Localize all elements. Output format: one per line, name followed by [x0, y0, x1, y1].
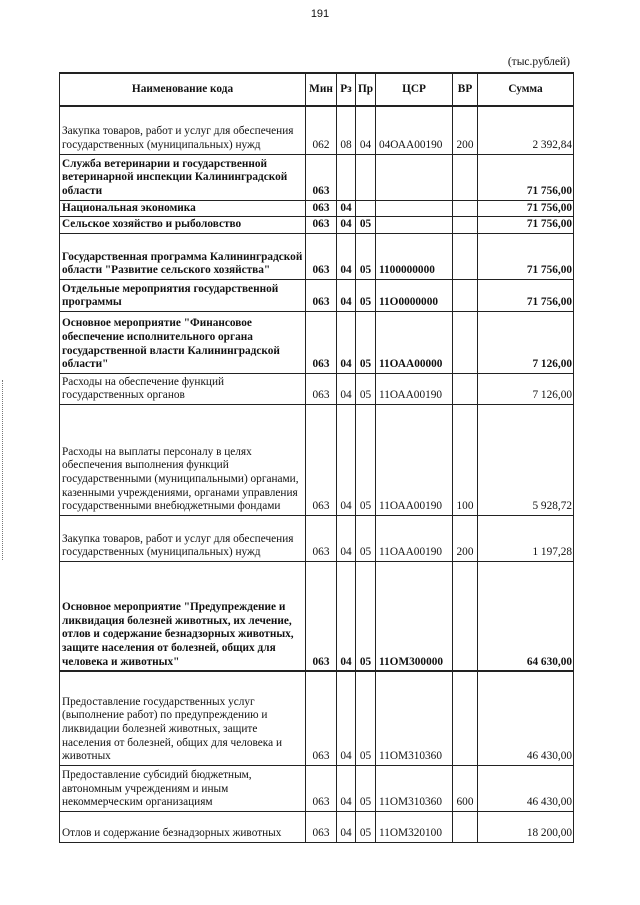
row-vr: [453, 154, 478, 200]
row-vr: 600: [453, 765, 478, 811]
row-sum: 2 392,84: [478, 106, 574, 154]
row-csr: 11ОМ310360: [376, 765, 453, 811]
row-name: Государственная программа Калининградской области "Развитие сельского хозяйства": [60, 233, 306, 279]
table-row: [60, 279, 574, 311]
row-sum: 46 430,00: [478, 671, 574, 765]
row-name: Предоставление субсидий бюджетным, автономным учреждениям и иным некоммерческим организациям: [60, 765, 306, 811]
row-min: 063: [306, 279, 337, 311]
row-csr: [376, 154, 453, 200]
row-csr: 11ОМ300000: [376, 561, 453, 671]
row-rz: 04: [337, 561, 356, 671]
row-name: Основное мероприятие "Предупреждение и ликвидация болезней животных, их лечение, отлов и содержание безнадзорных животных, защите населения от болезней, общих для человека и животных": [60, 561, 306, 671]
row-sum: 71 756,00: [478, 200, 574, 217]
row-csr: 11ОАА00190: [376, 373, 453, 404]
row-vr: [453, 279, 478, 311]
row-name: Отлов и содержание безнадзорных животных: [60, 811, 306, 842]
row-name: Сельское хозяйство и рыболовство: [60, 217, 306, 234]
row-min: 063: [306, 561, 337, 671]
table-row: [60, 671, 574, 765]
row-csr: 04ОАА00190: [376, 106, 453, 154]
table-row: [60, 311, 574, 373]
row-pr: 05: [356, 373, 376, 404]
row-csr: [376, 217, 453, 234]
table-row: [60, 561, 574, 671]
row-name: Расходы на выплаты персоналу в целях обеспечения выполнения функций государственными (муниципальными) органами, казенными учреждениями, органами управления государственными внебюджетными фондами: [60, 404, 306, 515]
row-vr: [453, 311, 478, 373]
row-vr: [453, 561, 478, 671]
row-name: Закупка товаров, работ и услуг для обеспечения государственных (муниципальных) нужд: [60, 515, 306, 561]
row-rz: 04: [337, 765, 356, 811]
row-min: 063: [306, 404, 337, 515]
table-row: [60, 200, 574, 217]
table-row: [60, 106, 574, 154]
row-csr: 11ОАА00000: [376, 311, 453, 373]
units-label: (тыс.рублей): [507, 56, 570, 68]
row-pr: [356, 200, 376, 217]
row-name: Основное мероприятие "Финансовое обеспечение исполнительного органа государственной власти Калининградской области": [60, 311, 306, 373]
row-min: 063: [306, 217, 337, 234]
table-row: [60, 217, 574, 234]
table-row: [60, 233, 574, 279]
row-min: 063: [306, 515, 337, 561]
row-pr: 05: [356, 404, 376, 515]
row-sum: 1 197,28: [478, 515, 574, 561]
row-min: 063: [306, 765, 337, 811]
row-sum: 7 126,00: [478, 373, 574, 404]
column-header-min: Мин: [306, 73, 337, 106]
row-sum: 71 756,00: [478, 233, 574, 279]
column-header-csr: ЦСР: [376, 73, 453, 106]
row-rz: 04: [337, 671, 356, 765]
row-csr: 11О0000000: [376, 279, 453, 311]
row-sum: 46 430,00: [478, 765, 574, 811]
row-name: Расходы на обеспечение функций государственных органов: [60, 373, 306, 404]
row-vr: [453, 811, 478, 842]
scan-edge-mark: [2, 380, 6, 560]
row-min: 063: [306, 311, 337, 373]
row-pr: [356, 154, 376, 200]
row-name: Предоставление государственных услуг (выполнение работ) по предупреждению и ликвидации болезней животных, защите населения от болезней, общих для человека и животных: [60, 671, 306, 765]
row-min: 063: [306, 200, 337, 217]
row-sum: 18 200,00: [478, 811, 574, 842]
row-min: 063: [306, 233, 337, 279]
table-header-row: [60, 73, 574, 106]
row-rz: [337, 154, 356, 200]
table-row: [60, 373, 574, 404]
row-sum: 71 756,00: [478, 154, 574, 200]
row-rz: 04: [337, 311, 356, 373]
column-header-rz: Рз: [337, 73, 356, 106]
row-sum: 71 756,00: [478, 217, 574, 234]
row-pr: 04: [356, 106, 376, 154]
row-min: 063: [306, 811, 337, 842]
row-rz: 04: [337, 373, 356, 404]
row-rz: 04: [337, 279, 356, 311]
row-rz: 04: [337, 404, 356, 515]
row-csr: 11ОАА00190: [376, 404, 453, 515]
row-pr: 05: [356, 811, 376, 842]
row-name: Отдельные мероприятия государственной программы: [60, 279, 306, 311]
row-vr: [453, 373, 478, 404]
row-vr: 200: [453, 106, 478, 154]
row-sum: 71 756,00: [478, 279, 574, 311]
row-pr: 05: [356, 515, 376, 561]
row-pr: 05: [356, 561, 376, 671]
row-csr: 11ОАА00190: [376, 515, 453, 561]
row-rz: 04: [337, 515, 356, 561]
column-header-pr: Пр: [356, 73, 376, 106]
table-row: [60, 811, 574, 842]
row-vr: 200: [453, 515, 478, 561]
table-row: [60, 515, 574, 561]
row-pr: 05: [356, 279, 376, 311]
row-name: Служба ветеринарии и государственной ветеринарной инспекции Калининградской области: [60, 154, 306, 200]
budget-table: [59, 72, 574, 843]
row-rz: 04: [337, 233, 356, 279]
row-pr: 05: [356, 671, 376, 765]
column-header-sum: Сумма: [478, 73, 574, 106]
row-pr: 05: [356, 217, 376, 234]
row-vr: 100: [453, 404, 478, 515]
table-row: [60, 765, 574, 811]
table-row: [60, 154, 574, 200]
row-csr: [376, 200, 453, 217]
row-sum: 64 630,00: [478, 561, 574, 671]
page-number: 191: [310, 8, 330, 20]
row-vr: [453, 671, 478, 765]
row-min: 063: [306, 373, 337, 404]
row-sum: 5 928,72: [478, 404, 574, 515]
row-min: 062: [306, 106, 337, 154]
row-rz: 04: [337, 200, 356, 217]
row-min: 063: [306, 154, 337, 200]
row-rz: 04: [337, 217, 356, 234]
row-sum: 7 126,00: [478, 311, 574, 373]
row-name: Закупка товаров, работ и услуг для обеспечения государственных (муниципальных) нужд: [60, 106, 306, 154]
row-min: 063: [306, 671, 337, 765]
table-row: [60, 404, 574, 515]
row-rz: 08: [337, 106, 356, 154]
row-name: Национальная экономика: [60, 200, 306, 217]
row-vr: [453, 233, 478, 279]
row-pr: 05: [356, 233, 376, 279]
row-pr: 05: [356, 765, 376, 811]
row-csr: 1100000000: [376, 233, 453, 279]
row-pr: 05: [356, 311, 376, 373]
row-vr: [453, 217, 478, 234]
row-csr: 11ОМ320100: [376, 811, 453, 842]
row-vr: [453, 200, 478, 217]
column-header-vr: ВР: [453, 73, 478, 106]
row-rz: 04: [337, 811, 356, 842]
column-header-name: Наименование кода: [60, 73, 306, 106]
row-csr: 11ОМ310360: [376, 671, 453, 765]
